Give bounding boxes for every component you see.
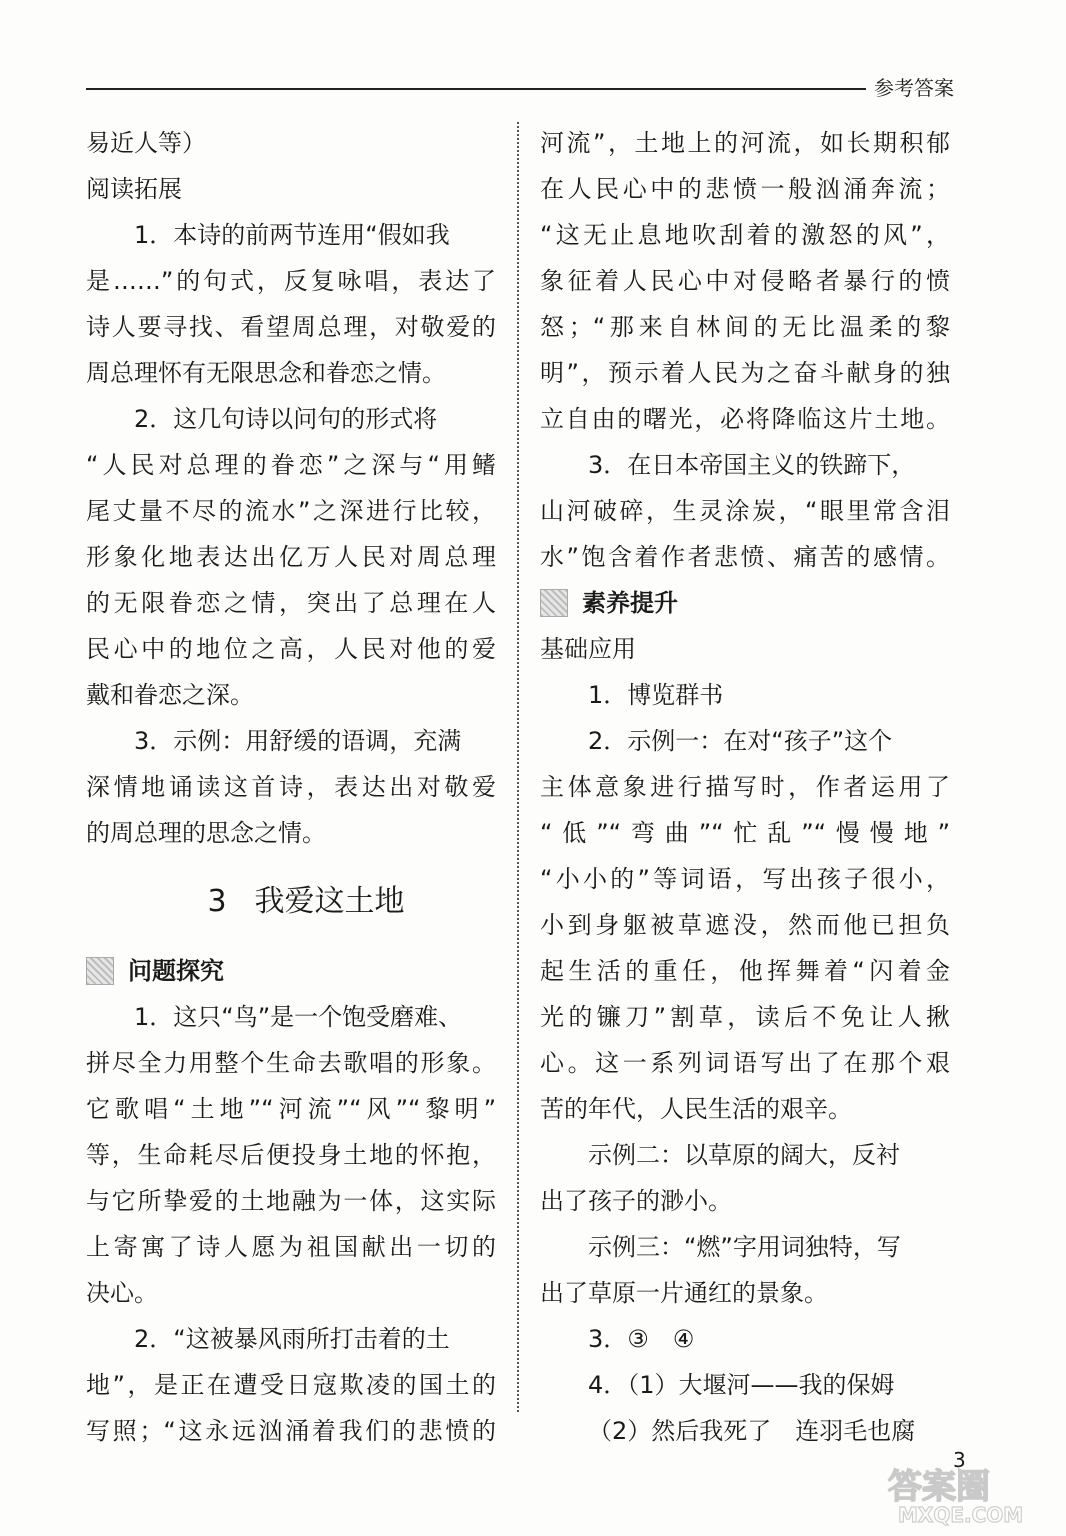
text-line: 光的镰刀”割草，读后不免让人揪 bbox=[540, 1003, 950, 1031]
text-line: 的无限眷恋之情，突出了总理在人 bbox=[86, 589, 496, 617]
text-line: 出了孩子的渺小。 bbox=[540, 1187, 732, 1215]
text-line: 拼尽全力用整个生命去歌唱的形象。 bbox=[86, 1049, 496, 1077]
svg-text:答案圈: 答案圈 bbox=[888, 1467, 990, 1507]
text-line: 戴和眷恋之深。 bbox=[86, 681, 254, 709]
text-line: 1．这只“鸟”是一个饱受磨难、 bbox=[134, 1003, 463, 1031]
text-line: 等，生命耗尽后便投身土地的怀抱， bbox=[86, 1141, 496, 1169]
section-badge-icon bbox=[86, 957, 114, 985]
text-line: 象征着人民心中对侵略者暴行的愤 bbox=[540, 267, 950, 295]
section-heading bbox=[86, 948, 496, 994]
text-line: 立自由的曙光，必将降临这片土地。 bbox=[540, 405, 950, 433]
text-line: 民心中的地位之高，人民对他的爱 bbox=[86, 635, 496, 663]
text-line: 心。这一系列词语写出了在那个艰 bbox=[540, 1049, 950, 1077]
text-line: 示例三：“燃”字用词独特，写 bbox=[588, 1233, 901, 1261]
text-line: 1．博览群书 bbox=[588, 681, 724, 709]
text-line: （2）然后我死了 连羽毛也腐 bbox=[588, 1417, 916, 1445]
text-line: 决心。 bbox=[86, 1279, 158, 1307]
text-line: 它歌唱“土地”“河流”“风”“黎明” bbox=[86, 1095, 496, 1123]
text-line: 示例二：以草原的阔大，反衬 bbox=[588, 1141, 900, 1169]
svg-text:MXQE.COM: MXQE.COM bbox=[898, 1503, 1024, 1527]
text-line: 上寄寓了诗人愿为祖国献出一切的 bbox=[86, 1233, 496, 1261]
text-line: 2．这几句诗以问句的形式将 bbox=[134, 405, 438, 433]
text-line: “低”“弯曲”“忙乱”“慢慢地” bbox=[540, 819, 950, 847]
text-line: 诗人要寻找、看望周总理，对敬爱的 bbox=[86, 313, 496, 341]
text-line: 易近人等） bbox=[86, 129, 206, 157]
text-line: 与它所挚爱的土地融为一体，这实际 bbox=[86, 1187, 496, 1215]
section-heading-text: 问题探究 bbox=[128, 957, 224, 985]
text-line: 小到身躯被草遮没，然而他已担负 bbox=[540, 911, 950, 939]
text-line: 河流”，土地上的河流，如长期积郁 bbox=[540, 129, 950, 157]
header-rule bbox=[86, 88, 866, 90]
text-line: 深情地诵读这首诗，表达出对敬爱 bbox=[86, 773, 496, 801]
text-line: “这无止息地吹刮着的激怒的风”， bbox=[540, 221, 950, 249]
text-line: 1．本诗的前两节连用“假如我 bbox=[134, 221, 450, 249]
text-line: 的周总理的思念之情。 bbox=[86, 819, 326, 847]
text-line: 起生活的重任，他挥舞着“闪着金 bbox=[540, 957, 950, 985]
text-line: 3．在日本帝国主义的铁蹄下， bbox=[588, 451, 916, 479]
text-line: 4．（1）大堰河——我的保姆 bbox=[588, 1371, 895, 1399]
text-line: “人民对总理的眷恋”之深与“用鳍 bbox=[86, 451, 496, 479]
text-line: 写照；“这永远汹涌着我们的悲愤的 bbox=[86, 1417, 496, 1445]
text-line: 山河破碎，生灵涂炭，“眼里常含泪 bbox=[540, 497, 950, 525]
text-line: 3．示例：用舒缓的语调，充满 bbox=[134, 727, 462, 755]
text-line: 主体意象进行描写时，作者运用了 bbox=[540, 773, 950, 801]
chapter-number: 3 bbox=[207, 884, 227, 919]
text-line: 2．“这被暴风雨所打击着的土 bbox=[134, 1325, 450, 1353]
subsection-heading: 阅读拓展 bbox=[86, 175, 182, 203]
column-divider bbox=[517, 122, 519, 1412]
text-line: 水”饱含着作者悲愤、痛苦的感情。 bbox=[540, 543, 950, 571]
subsection-heading: 基础应用 bbox=[540, 635, 636, 663]
text-line: 地”，是正在遭受日寇欺凌的国土的 bbox=[86, 1371, 496, 1399]
chapter-title bbox=[86, 856, 496, 948]
chapter-title-text: 我爱这土地 bbox=[254, 884, 405, 919]
running-header: 参考答案 bbox=[874, 76, 954, 100]
text-line: 明”，预示着人民为之奋斗献身的独 bbox=[540, 359, 950, 387]
section-heading-text: 素养提升 bbox=[582, 589, 678, 617]
text-line: 在人民心中的悲愤一般汹涌奔流； bbox=[540, 175, 950, 203]
text-line: 3．③ ④ bbox=[588, 1325, 695, 1353]
right-column bbox=[540, 120, 950, 1454]
text-line: 形象化地表达出亿万人民对周总理 bbox=[86, 543, 496, 571]
text-line: 苦的年代，人民生活的艰辛。 bbox=[540, 1095, 852, 1123]
text-line: 2．示例一：在对“孩子”这个 bbox=[588, 727, 893, 755]
text-line: 出了草原一片通红的景象。 bbox=[540, 1279, 828, 1307]
text-line: 怒；“那来自林间的无比温柔的黎 bbox=[540, 313, 950, 341]
left-column bbox=[86, 120, 496, 1454]
text-line: 是……”的句式，反复咏唱，表达了 bbox=[86, 267, 496, 295]
text-line: “小小的”等词语，写出孩子很小， bbox=[540, 865, 950, 893]
text-line: 尾丈量不尽的流水”之深进行比较， bbox=[86, 497, 496, 525]
page-number: 3 bbox=[953, 1448, 966, 1472]
section-heading bbox=[540, 580, 950, 626]
text-line: 周总理怀有无限思念和眷恋之情。 bbox=[86, 359, 446, 387]
watermark-logo bbox=[880, 1462, 1056, 1528]
section-badge-icon bbox=[540, 589, 568, 617]
